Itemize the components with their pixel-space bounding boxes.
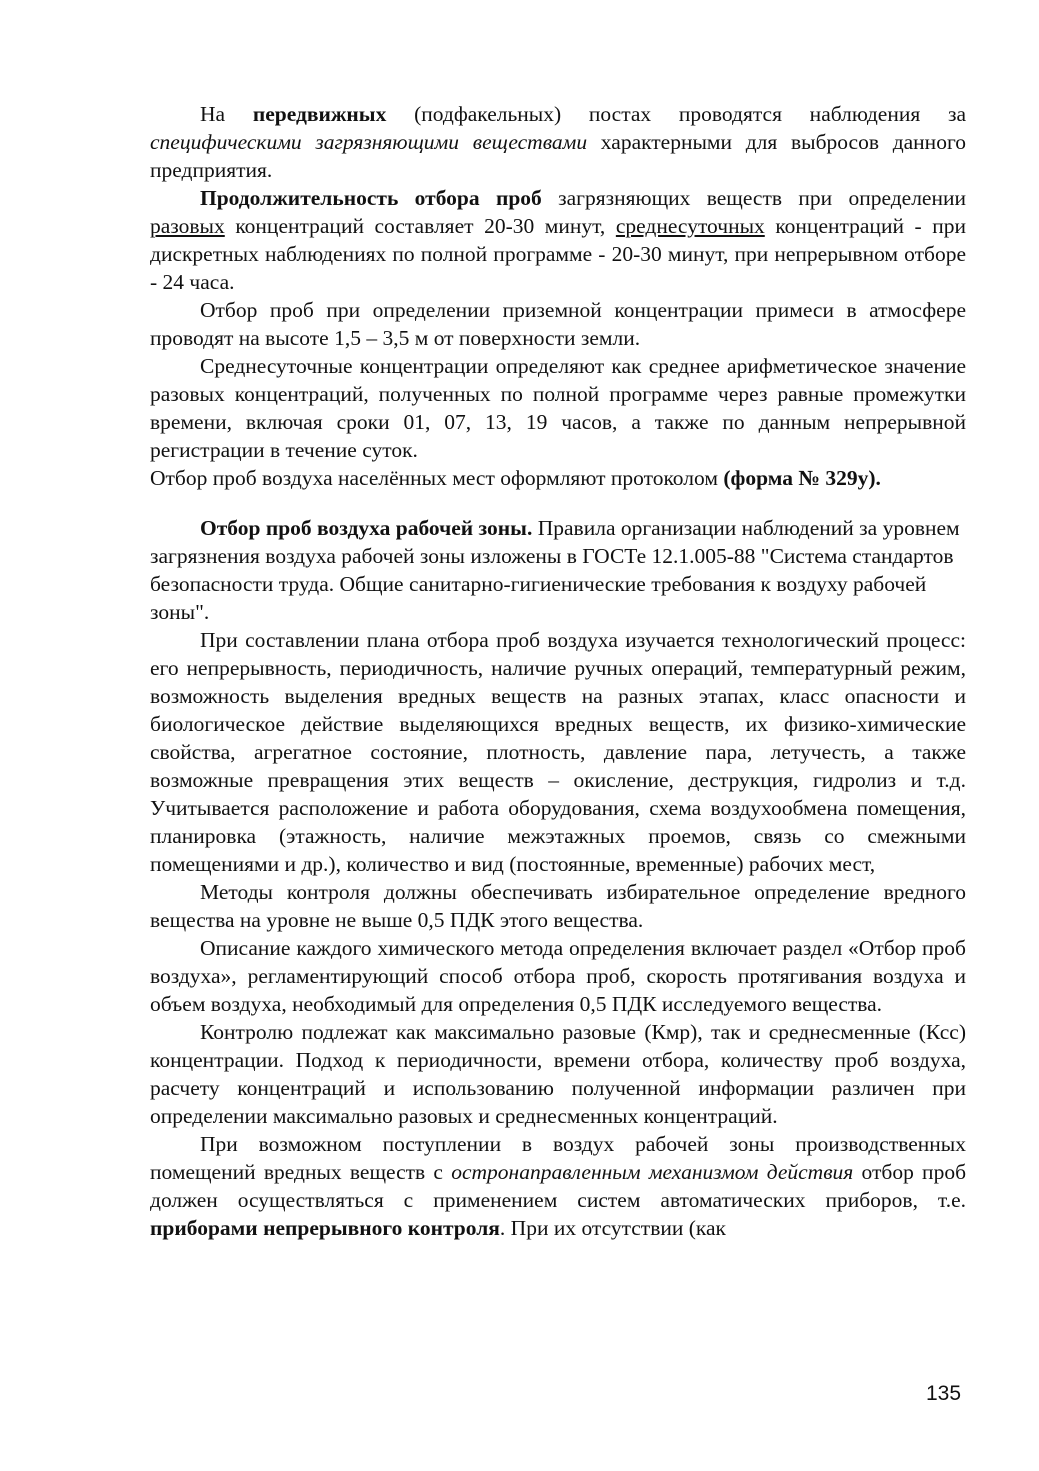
paragraph-control-methods: Методы контроля должны обеспечивать избирательное определение вредного вещества на уровне не выше 0,5 ПДК этого вещества. xyxy=(150,880,966,932)
paragraph-ground-level: Отбор проб при определении приземной концентрации примеси в атмосфере проводят на высоте 1,5 – 3,5 м от поверхности земли. xyxy=(150,298,966,350)
paragraph-method-description: Описание каждого химического метода определения включает раздел «Отбор проб воздуха», регламентирующий способ отбора проб, скорость протягивания воздуха и объем воздуха, необходимый для определения 0,5 ПДК исследуемого вещества. xyxy=(150,936,966,1016)
text-run: отбор проб должен осуществляться с применением систем автоматических приборов, т.е. xyxy=(150,1160,967,1212)
paragraph-continuous-control xyxy=(150,1130,966,1242)
page-body xyxy=(150,100,966,1242)
italic-term: остронаправленным механизмом действия xyxy=(451,1160,854,1184)
text-run: При возможном поступлении в воздух рабочей зоны производственных помещений вредных веществ с xyxy=(150,1132,966,1184)
text-run: На xyxy=(200,102,253,126)
text-run: (подфакельных) постах проводятся наблюдения за xyxy=(386,102,966,126)
page-number: 135 xyxy=(926,1382,962,1405)
bold-term: приборами непрерывного контроля xyxy=(150,1216,500,1240)
text-run: характерными для выбросов данного предприятия. xyxy=(150,130,966,182)
paragraph-daily-average: Среднесуточные концентрации определяют как среднее арифметическое значение разовых концентраций, полученных по полной программе через равные промежутки времени, включая сроки 01, 07, 13, 19 часов, а также по данным непрерывной регистрации в течение суток. xyxy=(150,354,966,462)
text-run: Отбор проб воздуха населённых мест оформляют протоколом xyxy=(150,466,724,490)
text-run: концентраций - при дискретных наблюдениях по полной программе - 20-30 минут, при непрерывном отборе - 24 часа. xyxy=(150,214,966,294)
bold-term: передвижных xyxy=(252,102,387,126)
bold-term: (форма № 329у). xyxy=(723,466,881,490)
text-run: . При их отсутствии (как xyxy=(499,1216,726,1240)
text-run: загрязняющих веществ при определении xyxy=(541,186,966,210)
italic-term: специфическими загрязняющими веществами xyxy=(150,130,588,154)
paragraph-spacer xyxy=(150,492,966,514)
paragraph-sampling-duration xyxy=(150,184,966,296)
bold-term: Продолжительность отбора проб xyxy=(200,186,542,210)
section-heading: Отбор проб воздуха рабочей зоны. xyxy=(200,516,533,540)
text-run: Правила организации наблюдений за уровнем загрязнения воздуха рабочей зоны изложены в ГОСТе 12.1.005-88 "Система стандартов безопасности труда. Общие санитарно-гигиенические требования к воздуху рабочей зоны". xyxy=(150,516,960,624)
underlined-term: разовых xyxy=(150,214,225,238)
paragraph-work-zone-heading xyxy=(150,514,966,626)
paragraph-concentration-control: Контролю подлежат как максимально разовые (Кмр), так и среднесменные (Ксс) концентрации. Подход к периодичности, времени отбора, количеству проб воздуха, расчету концентраций и использованию полученной информации различен при определении максимально разовых и среднесменных концентраций. xyxy=(150,1020,966,1128)
paragraph-sampling-plan: При составлении плана отбора проб воздуха изучается технологический процесс: его непрерывность, периодичность, наличие ручных операций, температурный режим, возможность выделения вредных веществ на разных этапах, класс опасности и биологическое действие выделяющихся вредных веществ, их физико-химические свойства, агрегатное состояние, плотность, давление пара, летучесть, а также возможные превращения этих веществ – окисление, деструкция, гидролиз и т.д. Учитывается расположение и работа оборудования, схема воздухообмена помещения, планировка (этажность, наличие межэтажных проемов, связь со смежными помещениями и др.), количество и вид (постоянные, временные) рабочих мест, xyxy=(150,628,966,876)
paragraph-mobile-posts xyxy=(150,100,966,184)
text-run: концентраций составляет 20-30 минут, xyxy=(224,214,616,238)
underlined-term: среднесуточных xyxy=(615,214,765,238)
paragraph-protocol-form xyxy=(150,464,966,492)
